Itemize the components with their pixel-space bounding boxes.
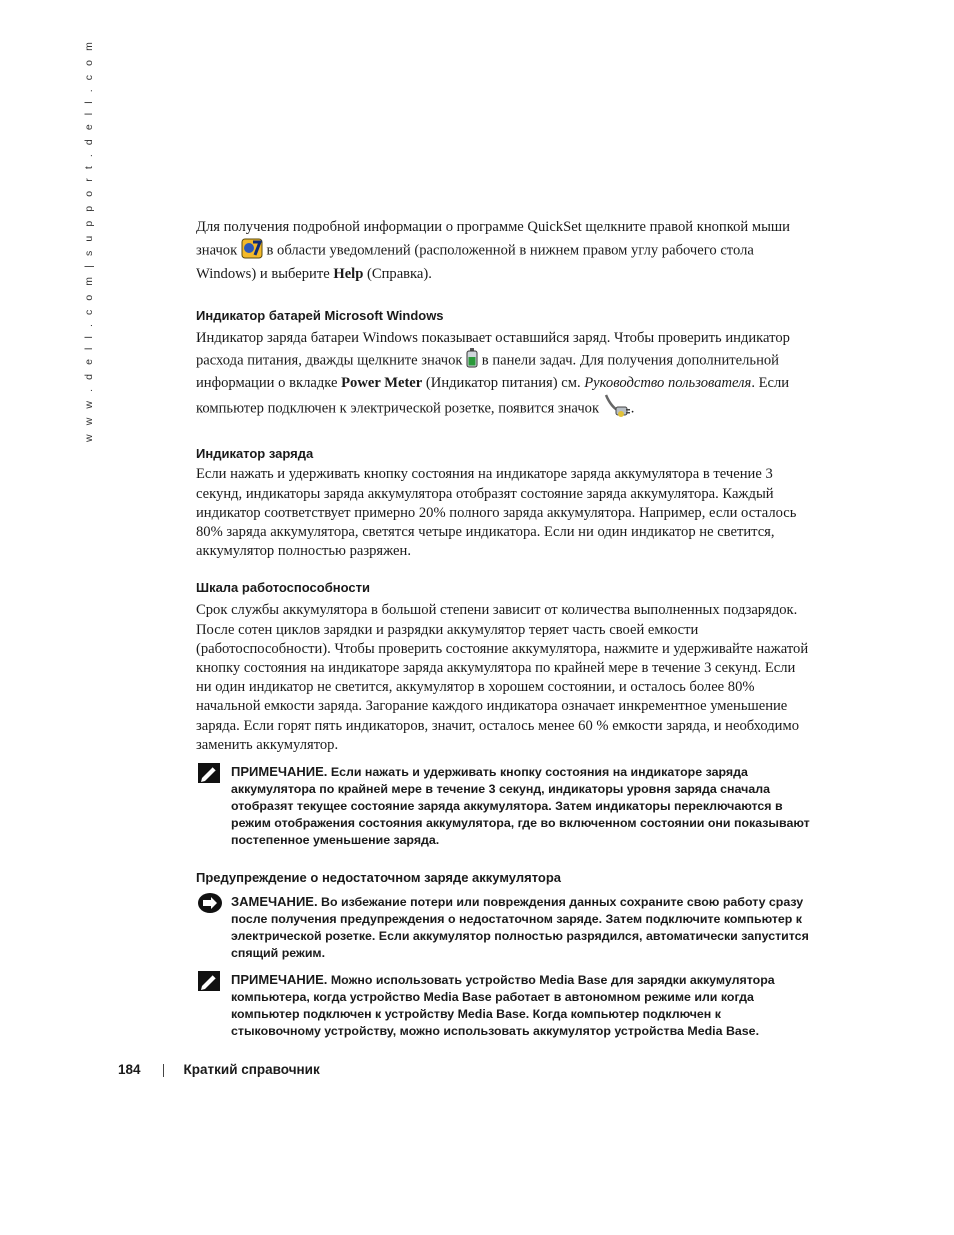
- note-pencil-icon: [198, 763, 220, 788]
- windows-battery-text-1: Индикатор заряда батареи Windows показывает оставшийся заряд. Чтобы проверить индикатор расхода питания, дважды щелкните значок: [196, 329, 790, 369]
- help-term: Help: [333, 266, 364, 283]
- note-pencil-icon: [198, 971, 220, 996]
- windows-battery-text-3: (Индикатор питания) см.: [422, 375, 585, 392]
- note-label: ПРИМЕЧАНИЕ.: [231, 972, 328, 988]
- intro-paragraph: [196, 218, 814, 285]
- note-label: ПРИМЕЧАНИЕ.: [231, 764, 328, 780]
- note-text: Если нажать и удерживать кнопку состояния на индикаторе заряда аккумулятора по крайней мере в течение 3 секунд, индикаторы уровня заряда сначала отобразят текущее состояние заряда аккумулятора. Затем индикаторы переключаются в режим отображения состояния аккумулятора, где во включенном состоянии они показывают постепенное уменьшение заряда.: [231, 765, 810, 848]
- windows-battery-paragraph: [196, 329, 814, 426]
- power-meter-term: Power Meter: [341, 375, 423, 392]
- page-footer: [118, 1062, 320, 1077]
- battery-icon: [466, 348, 478, 374]
- intro-text-3: (Справка).: [363, 266, 432, 283]
- side-url: w w w . d e l l . c o m | s u p p o r t . d e l l . c o m: [83, 39, 95, 442]
- notice-arrow-icon: [198, 893, 222, 918]
- charge-gauge-paragraph: Если нажать и удерживать кнопку состояния на индикаторе заряда аккумулятора в течение 3 секунд, индикаторы заряда аккумулятора отобразят состояние заряда аккумулятора. Каждый индикатор соответствует примерно 20% полного заряда аккумулятора. Например, если осталось 80% заряда аккумулятора, светятся четыре индикатора. Если ни один индикатор не светится, аккумулятор полностью разряжен.: [196, 466, 797, 560]
- user-guide-reference: Руководство пользователя: [584, 375, 752, 392]
- heading-windows-battery: Индикатор батарей Microsoft Windows: [196, 307, 444, 323]
- windows-battery-text-4: . Если компьютер подключен к электрической розетке, появится значок: [196, 375, 790, 417]
- notice-block: [196, 893, 814, 962]
- intro-text-2: в области уведомлений (расположенной в нижнем правом углу рабочего стола Windows) и выберите: [196, 242, 754, 283]
- quickset-icon: [241, 237, 263, 265]
- plug-icon: [603, 393, 631, 425]
- note-block-1: [196, 763, 814, 849]
- footer-title: Краткий справочник: [183, 1062, 320, 1077]
- heading-charge-gauge: Индикатор заряда: [196, 446, 314, 462]
- notice-text: Во избежание потери или повреждения данных сохраните свою работу сразу после получения предупреждения о недостаточном заряде. Затем подключите компьютер к электрической розетке. Если аккумулятор полностью разрядился, автоматически запустится спящий режим.: [231, 895, 809, 961]
- note-text: Можно использовать устройство Media Base для зарядки аккумулятора компьютера, когда устройство Media Base работает в автономном режиме или когда компьютер подключен к устройству Media Base. Когда компьютер подключен к стыковочному устройству, можно использовать аккумулятор устройства Media Base.: [231, 973, 775, 1039]
- heading-low-battery: Предупреждение о недостаточном заряде аккумулятора: [196, 870, 562, 886]
- windows-battery-text-2: в панели задач. Для получения дополнительной информации о вкладке: [196, 352, 779, 392]
- footer-divider: [163, 1064, 164, 1077]
- page-number: 184: [118, 1062, 141, 1077]
- intro-text-1: Для получения подробной информации о программе QuickSet щелкните правой кнопкой мыши значок: [196, 219, 790, 259]
- heading-health-gauge: Шкала работоспособности: [196, 580, 370, 596]
- notice-label: ЗАМЕЧАНИЕ.: [231, 894, 318, 910]
- health-gauge-paragraph: Срок службы аккумулятора в большой степени зависит от количества выполненных подзарядок. После сотен циклов зарядки и разрядки аккумулятор теряет часть своей емкости (работоспособности). Чтобы проверить состояние аккумулятора, нажмите и удерживайте нажатой кнопку состояния на индикаторе заряда аккумулятора по крайней мере в течение 3 секунд. Если ни один индикатор не светится, аккумулятор в хорошем состоянии, и осталось более 80% начальной емкости заряда. Загорание каждого индикатора означает инкрементное уменьшение заряда. Если горят пять индикаторов, значит, осталось менее 60 % емкости заряда, и необходимо заменить аккумулятор.: [196, 602, 809, 753]
- note-block-2: [196, 971, 814, 1040]
- main-content: [196, 218, 814, 1040]
- windows-battery-text-5: .: [630, 400, 635, 417]
